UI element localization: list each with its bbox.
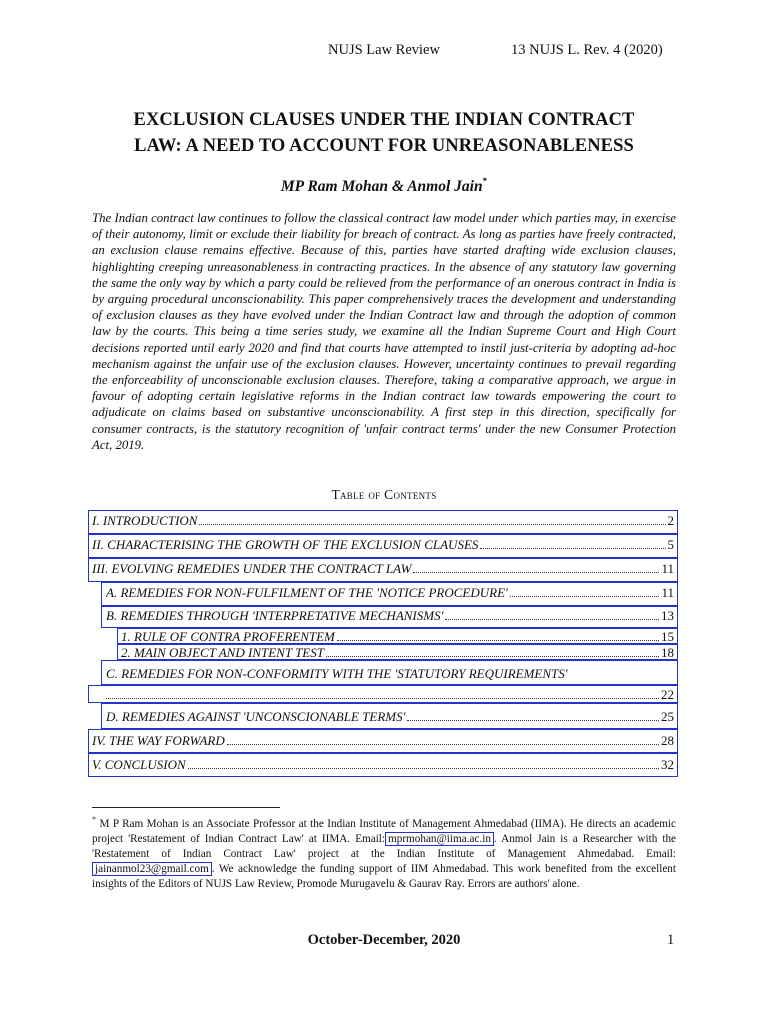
toc-entry: C. REMEDIES FOR NON-CONFORMITY WITH THE 'STATUTORY REQUIREMENTS'	[106, 666, 568, 681]
toc-entry: II. CHARACTERISING THE GROWTH OF THE EXCLUSION CLAUSES 5	[92, 537, 674, 552]
toc-entry: A. REMEDIES FOR NON-FULFILMENT OF THE 'NOTICE PROCEDURE' 11	[106, 585, 674, 600]
footnote-marker: *	[92, 815, 96, 824]
toc-entry: D. REMEDIES AGAINST 'UNCONSCIONABLE TERMS' 25	[106, 709, 674, 724]
toc-entry: 2. MAIN OBJECT AND INTENT TEST 18	[121, 645, 674, 660]
journal-name: NUJS Law Review	[328, 42, 440, 58]
article-title	[60, 107, 708, 159]
title-line-2: LAW: A NEED TO ACCOUNT FOR UNREASONABLENESS	[134, 136, 634, 156]
journal-citation: 13 NUJS L. Rev. 4 (2020)	[511, 42, 663, 58]
toc-entry: 1. RULE OF CONTRA PROFERENTEM 15	[121, 629, 674, 644]
title-line-1: EXCLUSION CLAUSES UNDER THE INDIAN CONTRACT	[133, 110, 635, 130]
toc-entry: I. INTRODUCTION 2	[92, 513, 674, 528]
author-line	[0, 176, 768, 196]
toc-entry: B. REMEDIES THROUGH 'INTERPRETATIVE MECHANISMS' 13	[106, 608, 674, 623]
toc-entry: V. CONCLUSION 32	[92, 757, 674, 772]
email-link-mprmohan[interactable]: mprmohan@iima.ac.in	[385, 832, 494, 846]
toc-entry: IV. THE WAY FORWARD 28	[92, 733, 674, 748]
abstract: The Indian contract law continues to follow the classical contract law model under which parties may, in exercise of their autonomy, limit or exclude their liability for breach of contract. As long as parties have freely contracted, an exclusion clause remains effective. Because of this, parties have started drafting wide exclusion clauses, highlighting creeping unreasonableness in contracting practices. In the absence of any statutory law governing the same the only way by which a party could be relieved from the performance of an onerous contract in India is by arguing procedural unconscionability. This paper comprehensively traces the development and understanding of exclusion clauses as they have evolved under the Indian Contract law and through the adoption of common law by the courts. This being a time series study, we examine all the Indian Supreme Court and High Court decisions reported until early 2020 and find that courts have attempted to instil just-criteria by adopting ad-hoc mechanism against the unfair use of the exclusion clauses. However, uncertainty continues to prevail regarding the enforceability of unconscionable exclusion clauses. Therefore, taking a comparative approach, we argue in favour of adopting certain legislative reforms in the Indian contract law towards empowering the court to adjudicate on claims based on substantive unconscionability. A first step in this direction, specifically for consumer contracts, is the statutory recognition of 'unfair contract terms' under the new Consumer Protection Act, 2019.	[92, 211, 676, 452]
issue-date: October-December, 2020	[307, 932, 461, 948]
footnote: * M P Ram Mohan is an Associate Professor at the Indian Institute of Management Ahmedabad (IIMA). He directs an academic project 'Restatement of Indian Contract Law' at IIMA. Email: mprmohan@iima.ac.in . Anmol Jain is a Researcher with the 'Restatement of Indian Contract Law' project at the Indian Institute of Management Ahmedabad. Email: jainanmol23@gmail.com . We acknowledge the funding support of IIM Ahmedabad. This work benefited from the excellent insights of the Editors of NUJS Law Review, Promode Murugavelu & Gaurav Ray. Errors are authors' alone.	[92, 815, 677, 890]
toc-entry-continued: 22	[106, 687, 674, 702]
toc-entry: III. EVOLVING REMEDIES UNDER THE CONTRACT LAW 11	[92, 561, 674, 576]
toc-heading: Table of Contents	[331, 487, 437, 502]
author-footnote-marker: *	[482, 176, 488, 186]
footnote-rule	[92, 807, 280, 808]
email-link-jainanmol[interactable]: jainanmol23@gmail.com	[92, 862, 212, 876]
author-names: MP Ram Mohan & Anmol Jain	[280, 178, 483, 195]
page-number: 1	[667, 932, 675, 948]
